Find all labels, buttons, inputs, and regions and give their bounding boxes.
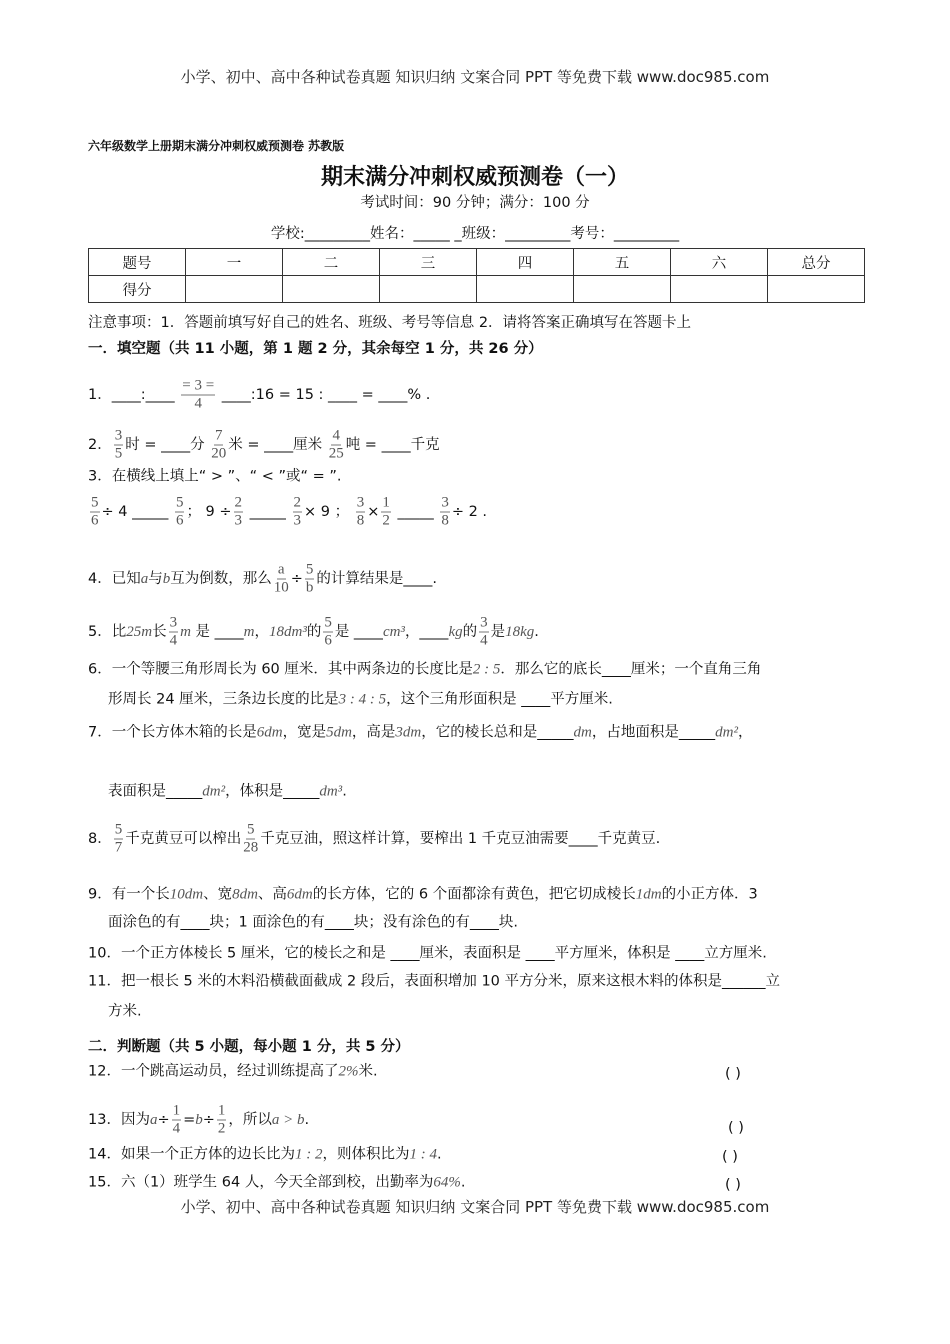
math-expression: a > b <box>271 1112 305 1128</box>
header-banner: 小学、初中、高中各种试卷真题 知识归纳 文案合同 PPT 等免费下载 www.doc985.com <box>180 68 770 86</box>
score-cell[interactable] <box>768 276 865 303</box>
question-text: × <box>367 504 380 520</box>
numerator: 2 <box>234 494 243 511</box>
notice: 注意事项：1．答题前填写好自己的姓名、班级、考号等信息 2．请将答案正确填写在答题卡上 <box>88 315 692 331</box>
question-line <box>88 942 767 963</box>
fraction <box>114 822 124 857</box>
question-text: 11．把一根长 5 米的木料沿横截面截成 2 段后，表面积增加 10 平方分米，原来这根木料的体积是______立 <box>88 973 781 990</box>
math-expression: 3 : 4 : 5 <box>338 691 387 708</box>
numerator: 3 <box>480 614 488 631</box>
math-expression: 18kg <box>505 624 535 640</box>
question-text: ，这个三角形面积是 ____平方厘米. <box>386 691 613 708</box>
fraction <box>234 495 244 530</box>
question-text: ，它的棱长总和是_____ <box>421 724 574 741</box>
math-expression: b <box>195 1112 203 1128</box>
math-expression: 25m <box>126 624 153 640</box>
question-text: 米 = ____厘米 <box>228 437 327 453</box>
fraction <box>479 615 489 650</box>
cell: 一 <box>186 249 283 276</box>
question-text: 与 <box>148 571 163 587</box>
math-expression: 10dm <box>169 886 204 903</box>
student-info: 学校:_________姓名：_____ _班级：_________考号：_________ <box>270 226 680 242</box>
question-text: 、宽 <box>203 886 233 903</box>
question-text: ÷ <box>202 1112 215 1128</box>
question-text: 面涂色的有____块；1 面涂色的有____块；没有涂色的有____块. <box>108 914 518 931</box>
fraction <box>323 615 333 650</box>
question-line <box>88 562 437 597</box>
question-line <box>88 721 752 742</box>
denominator: 8 <box>356 512 365 529</box>
denominator: 25 <box>328 445 344 462</box>
cell: 二 <box>283 249 380 276</box>
question-text: . <box>534 624 539 640</box>
numerator: 5 <box>324 614 332 631</box>
question-line <box>88 822 660 857</box>
denominator: 2 <box>382 512 390 529</box>
numerator: 1 <box>172 1102 181 1119</box>
question-text: ，则体积比为 <box>322 1146 410 1163</box>
answer-paren[interactable]: ( ) <box>725 1066 741 1082</box>
question-text: ， <box>737 724 753 741</box>
score-cell[interactable] <box>380 276 477 303</box>
fraction <box>211 428 226 463</box>
score-cell[interactable] <box>671 276 768 303</box>
cell: 四 <box>477 249 574 276</box>
question-text: 方米. <box>108 1003 142 1020</box>
math-expression: dm² <box>715 724 738 741</box>
answer-paren[interactable]: ( ) <box>725 1177 741 1193</box>
cell: 六 <box>671 249 768 276</box>
denominator: 4 <box>169 632 178 649</box>
question-text: ÷ <box>290 571 303 587</box>
math-expression: 3dm <box>395 724 422 741</box>
cell: 三 <box>380 249 477 276</box>
question-line <box>88 615 539 650</box>
question-text: 2． <box>88 437 112 453</box>
denominator: 4 <box>172 1120 181 1137</box>
subtitle: 六年级数学上册期末满分冲刺权威预测卷 苏教版 <box>88 139 345 153</box>
question-text: 15．六（1）班学生 64 人，今天全部到校，出勤率为 <box>88 1174 434 1191</box>
math-expression: a <box>140 571 149 587</box>
fraction <box>169 615 179 650</box>
question-text: 互为倒数，那么 <box>170 571 272 587</box>
score-table-header <box>89 249 865 276</box>
question-line <box>108 780 347 801</box>
fraction <box>274 562 289 597</box>
question-text: 、高 <box>257 886 287 903</box>
denominator: b <box>305 579 314 596</box>
question-line <box>88 465 342 486</box>
fraction <box>243 822 258 857</box>
question-text: 的小正方体．3 <box>661 886 758 903</box>
question-line <box>88 1171 465 1192</box>
question-text: 千克豆油，照这样计算，要榨出 1 千克豆油需要____千克黄豆. <box>260 831 661 847</box>
question-text: 8． <box>88 831 112 847</box>
question-text: ； 9 ÷ <box>186 504 232 520</box>
question-text: 时 = ____分 <box>125 437 210 453</box>
question-text: 1．____:____ <box>88 387 180 403</box>
question-text: ，占地面积是_____ <box>591 724 716 741</box>
question-text: 7．一个长方体木箱的长是 <box>88 724 257 741</box>
score-cell[interactable] <box>477 276 574 303</box>
page-title: 期末满分冲刺权威预测卷（一） <box>320 165 629 190</box>
math-expression: 5dm <box>326 724 352 741</box>
denominator: 6 <box>175 512 184 529</box>
question-line <box>88 1103 309 1138</box>
fraction <box>114 428 124 463</box>
fraction <box>175 495 185 530</box>
fraction <box>90 495 100 530</box>
question-text: 是 ____ <box>190 624 244 640</box>
math-expression: m <box>180 624 191 640</box>
question-text: 的长方体，它的 6 个面都涂有黄色，把它切成棱长 <box>312 886 636 903</box>
math-expression: 1 : 4 <box>409 1146 437 1163</box>
math-expression: 2 : 5 <box>472 661 501 678</box>
question-text: ÷ 4 _____ <box>101 504 173 520</box>
cell: 题号 <box>89 249 186 276</box>
denominator: 4 <box>480 632 488 649</box>
question-text: . <box>342 783 347 800</box>
question-line <box>108 911 518 932</box>
section-heading-judge: 二．判断题（共 5 小题，每小题 1 分，共 5 分） <box>88 1039 410 1055</box>
question-text: . <box>436 1146 442 1163</box>
score-cell[interactable] <box>186 276 283 303</box>
question-line <box>88 428 440 463</box>
question-line <box>88 1143 442 1164</box>
math-expression: cm³ <box>382 624 405 640</box>
question-text: 12．一个跳高运动员，经过训练提高了 <box>88 1063 339 1080</box>
answer-paren[interactable]: ( ) <box>722 1149 738 1165</box>
numerator: 3 <box>441 494 449 511</box>
question-text: 长 <box>152 624 167 640</box>
question-text: 是 ____ <box>334 624 383 640</box>
fraction <box>305 562 315 597</box>
math-expression: 64% <box>433 1174 461 1191</box>
question-text: 14．如果一个正方体的边长比为 <box>88 1146 295 1163</box>
question-text: 的计算结果是____. <box>316 571 437 587</box>
denominator: 5 <box>114 445 123 462</box>
numerator: 5 <box>91 494 99 511</box>
question-text: 6．一个等腰三角形周长为 60 厘米．其中两条边的长度比是 <box>88 661 473 678</box>
question-line <box>88 495 487 530</box>
math-expression: 1dm <box>635 886 662 903</box>
denominator: 28 <box>243 839 259 856</box>
math-expression: dm <box>573 724 592 741</box>
question-text: 13．因为 <box>88 1112 150 1128</box>
numerator: 5 <box>114 821 123 838</box>
question-line <box>88 378 430 413</box>
question-text: 米. <box>358 1063 378 1080</box>
fraction <box>356 495 366 530</box>
denominator: 6 <box>91 512 99 529</box>
score-table <box>88 248 865 303</box>
denominator: 3 <box>293 512 302 529</box>
question-text: 的 <box>306 624 322 640</box>
question-line <box>108 1000 142 1021</box>
math-expression: 18dm³ <box>268 624 307 640</box>
fraction <box>172 1103 182 1138</box>
fraction <box>329 428 344 463</box>
denominator: 7 <box>114 839 123 856</box>
question-text: 的 <box>462 624 478 640</box>
numerator: a <box>277 561 285 578</box>
question-text: 10．一个正方体棱长 5 厘米，它的棱长之和是 ____厘米，表面积是 ____平方厘米，体积是 ____立方厘米. <box>88 945 767 962</box>
question-text: 千克黄豆可以榨出 <box>125 831 242 847</box>
question-text: 吨 = ____千克 <box>345 437 440 453</box>
footer-banner: 小学、初中、高中各种试卷真题 知识归纳 文案合同 PPT 等免费下载 www.doc985.com <box>180 1198 770 1216</box>
denominator: 3 <box>234 512 243 529</box>
numerator: 1 <box>382 494 390 511</box>
question-text: ，____ <box>404 624 449 640</box>
question-text: ÷ 2 . <box>451 504 488 520</box>
question-text: ____:16 = 15 : ____ = ____% . <box>217 387 431 403</box>
score-cell[interactable] <box>574 276 671 303</box>
denominator: 6 <box>324 632 332 649</box>
question-text: _____ <box>245 504 291 520</box>
question-text: _____ <box>392 504 439 520</box>
numerator: 3 <box>114 427 123 444</box>
question-text: ，高是 <box>351 724 396 741</box>
cell: 总分 <box>768 249 865 276</box>
section-heading-fill: 一．填空题（共 11 小题，第 1 题 2 分，其余每空 1 分，共 26 分） <box>88 341 543 357</box>
denominator: 4 <box>194 395 202 412</box>
question-text: 3．在横线上填上“ > ”、“ < ”或“ = ”. <box>88 468 342 485</box>
question-text: 表面积是_____ <box>108 783 203 800</box>
numerator: 3 <box>356 494 365 511</box>
numerator: 4 <box>332 427 340 444</box>
question-text: 4．已知 <box>88 571 141 587</box>
math-expression: 8dm <box>232 886 258 903</box>
numerator: 5 <box>305 561 314 578</box>
question-text: 5．比 <box>88 624 127 640</box>
question-text: . <box>460 1174 466 1191</box>
question-text: ，所以 <box>228 1112 272 1128</box>
question-line <box>108 688 613 709</box>
question-text: 形周长 24 厘米，三条边长度的比是 <box>108 691 339 708</box>
numerator: 5 <box>175 494 184 511</box>
score-table-row <box>89 276 865 303</box>
numerator: 2 <box>293 494 302 511</box>
fraction <box>181 378 215 413</box>
numerator: 1 <box>217 1102 226 1119</box>
numerator: 7 <box>214 427 223 444</box>
question-text: 9．有一个长 <box>88 886 170 903</box>
fraction <box>440 495 450 530</box>
fraction <box>293 495 303 530</box>
exam-info: 考试时间：90 分钟；满分：100 分 <box>360 195 590 211</box>
math-expression: 2% <box>338 1063 359 1080</box>
question-text: 是 <box>490 624 506 640</box>
question-line <box>88 883 758 904</box>
question-text: ．那么它的底长____厘米；一个直角三角 <box>500 661 762 678</box>
math-expression: dm³ <box>319 783 343 800</box>
question-text: ， <box>254 624 269 640</box>
math-expression: 6dm <box>256 724 283 741</box>
question-line <box>88 1060 378 1081</box>
score-cell[interactable] <box>283 276 380 303</box>
math-expression: 6dm <box>286 886 313 903</box>
question-text: × 9 ； <box>304 504 354 520</box>
denominator: 2 <box>217 1120 226 1137</box>
math-expression: dm² <box>202 783 226 800</box>
math-expression: a <box>149 1112 158 1128</box>
question-text: ，体积是_____ <box>225 783 320 800</box>
math-expression: b <box>162 571 171 587</box>
question-text: = <box>183 1112 196 1128</box>
math-expression: 1 : 2 <box>294 1146 323 1163</box>
cell: 五 <box>574 249 671 276</box>
numerator: 5 <box>246 821 255 838</box>
numerator: = 3 = <box>182 377 215 394</box>
fraction <box>217 1103 227 1138</box>
question-line <box>88 658 761 679</box>
question-text: ，宽是 <box>282 724 327 741</box>
cell: 得分 <box>89 276 186 303</box>
fraction <box>381 495 391 530</box>
denominator: 10 <box>273 579 289 596</box>
answer-paren[interactable]: ( ) <box>728 1120 744 1136</box>
question-text: . <box>304 1112 310 1128</box>
math-expression: m <box>243 624 255 640</box>
math-expression: kg <box>448 624 463 640</box>
question-text: ÷ <box>157 1112 170 1128</box>
question-line <box>88 970 780 991</box>
denominator: 20 <box>211 445 227 462</box>
numerator: 3 <box>169 614 178 631</box>
denominator: 8 <box>441 512 449 529</box>
